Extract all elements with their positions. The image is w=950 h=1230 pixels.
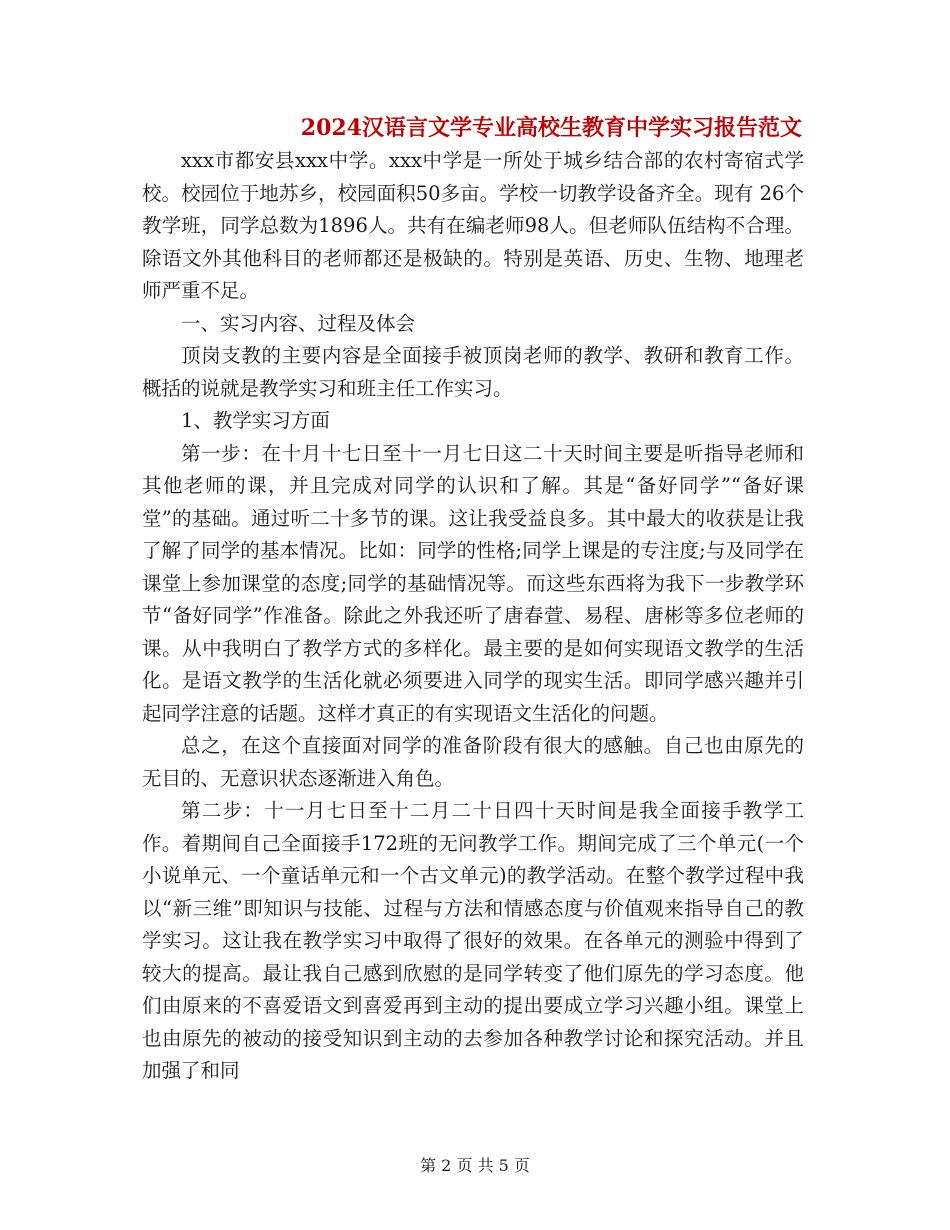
- document-body: [142, 145, 804, 1088]
- section-heading-internship: 一、实习内容、过程及体会: [181, 311, 416, 335]
- paragraph-summary: 总之，在这个直接面对同学的准备阶段有很大的感触。自己也由原先的无目的、无意识状态逐渐进入角色。: [142, 734, 804, 790]
- paragraph-step-two: 第二步：十一月七日至十二月二十日四十天时间是我全面接手教学工作。着期间自己全面接手172班的无问教学工作。期间完成了三个单元(一个小说单元、一个童话单元和一个古文单元)的教学活动。在整个教学过程中我以“新三维”即知识与技能、过程与方法和情感态度与价值观来指导自己的教学实习。这让我在教学实习中取得了很好的效果。在各单元的测验中得到了较大的提高。最让我自己感到欣慰的是同学转变了他们原先的学习态度。他们由原来的不喜爱语文到喜爱再到主动的提出要成立学习兴趣小组。课堂上也由原先的被动的接受知识到主动的去参加各种教学讨论和探究活动。并且加强了和同: [142, 799, 804, 1082]
- paragraph-step-one: 第一步：在十月十七日至十一月七日这二十天时间主要是听指导老师和其他老师的课，并且完成对同学的认识和了解。其是“备好同学”“备好课堂”的基础。通过听二十多节的课。这让我受益良多。其中最大的收获是让我了解了同学的基本情况。比如：同学的性格;同学上课是的专注度;与及同学在课堂上参加课堂的态度;同学的基础情况等。而这些东西将为我下一步教学环节“备好同学”作准备。除此之外我还听了唐春萱、易程、唐彬等多位老师的课。从中我明白了教学方式的多样化。最主要的是如何实现语文教学的生活化。是语文教学的生活化就必须要进入同学的现实生活。即同学感兴趣并引起同学注意的话题。这样才真正的有实现语文生活化的问题。: [142, 441, 804, 725]
- page-footer: 第 2 页 共 5 页: [420, 1156, 530, 1175]
- subsection-heading-teaching: 1、教学实习方面: [181, 409, 330, 432]
- paragraph-school-intro: xxx市都安县xxx中学。xxx中学是一所处于城乡结合部的农村寄宿式学校。校园位于地苏乡，校园面积50多亩。学校一切教学设备齐全。现有 26个教学班，同学总数为1896人。共有在编老师98人。但老师队伍结构不合理。除语文外其他科目的老师都还是极缺的。特别是英语、历史、生物、地理老师严重不足。: [142, 149, 804, 302]
- document-title: 2024汉语言文学专业高校生教育中学实习报告范文: [300, 115, 802, 141]
- paragraph-main-content: 顶岗支教的主要内容是全面接手被顶岗老师的教学、教研和教育工作。概括的说就是教学实习和班主任工作实习。: [142, 344, 804, 400]
